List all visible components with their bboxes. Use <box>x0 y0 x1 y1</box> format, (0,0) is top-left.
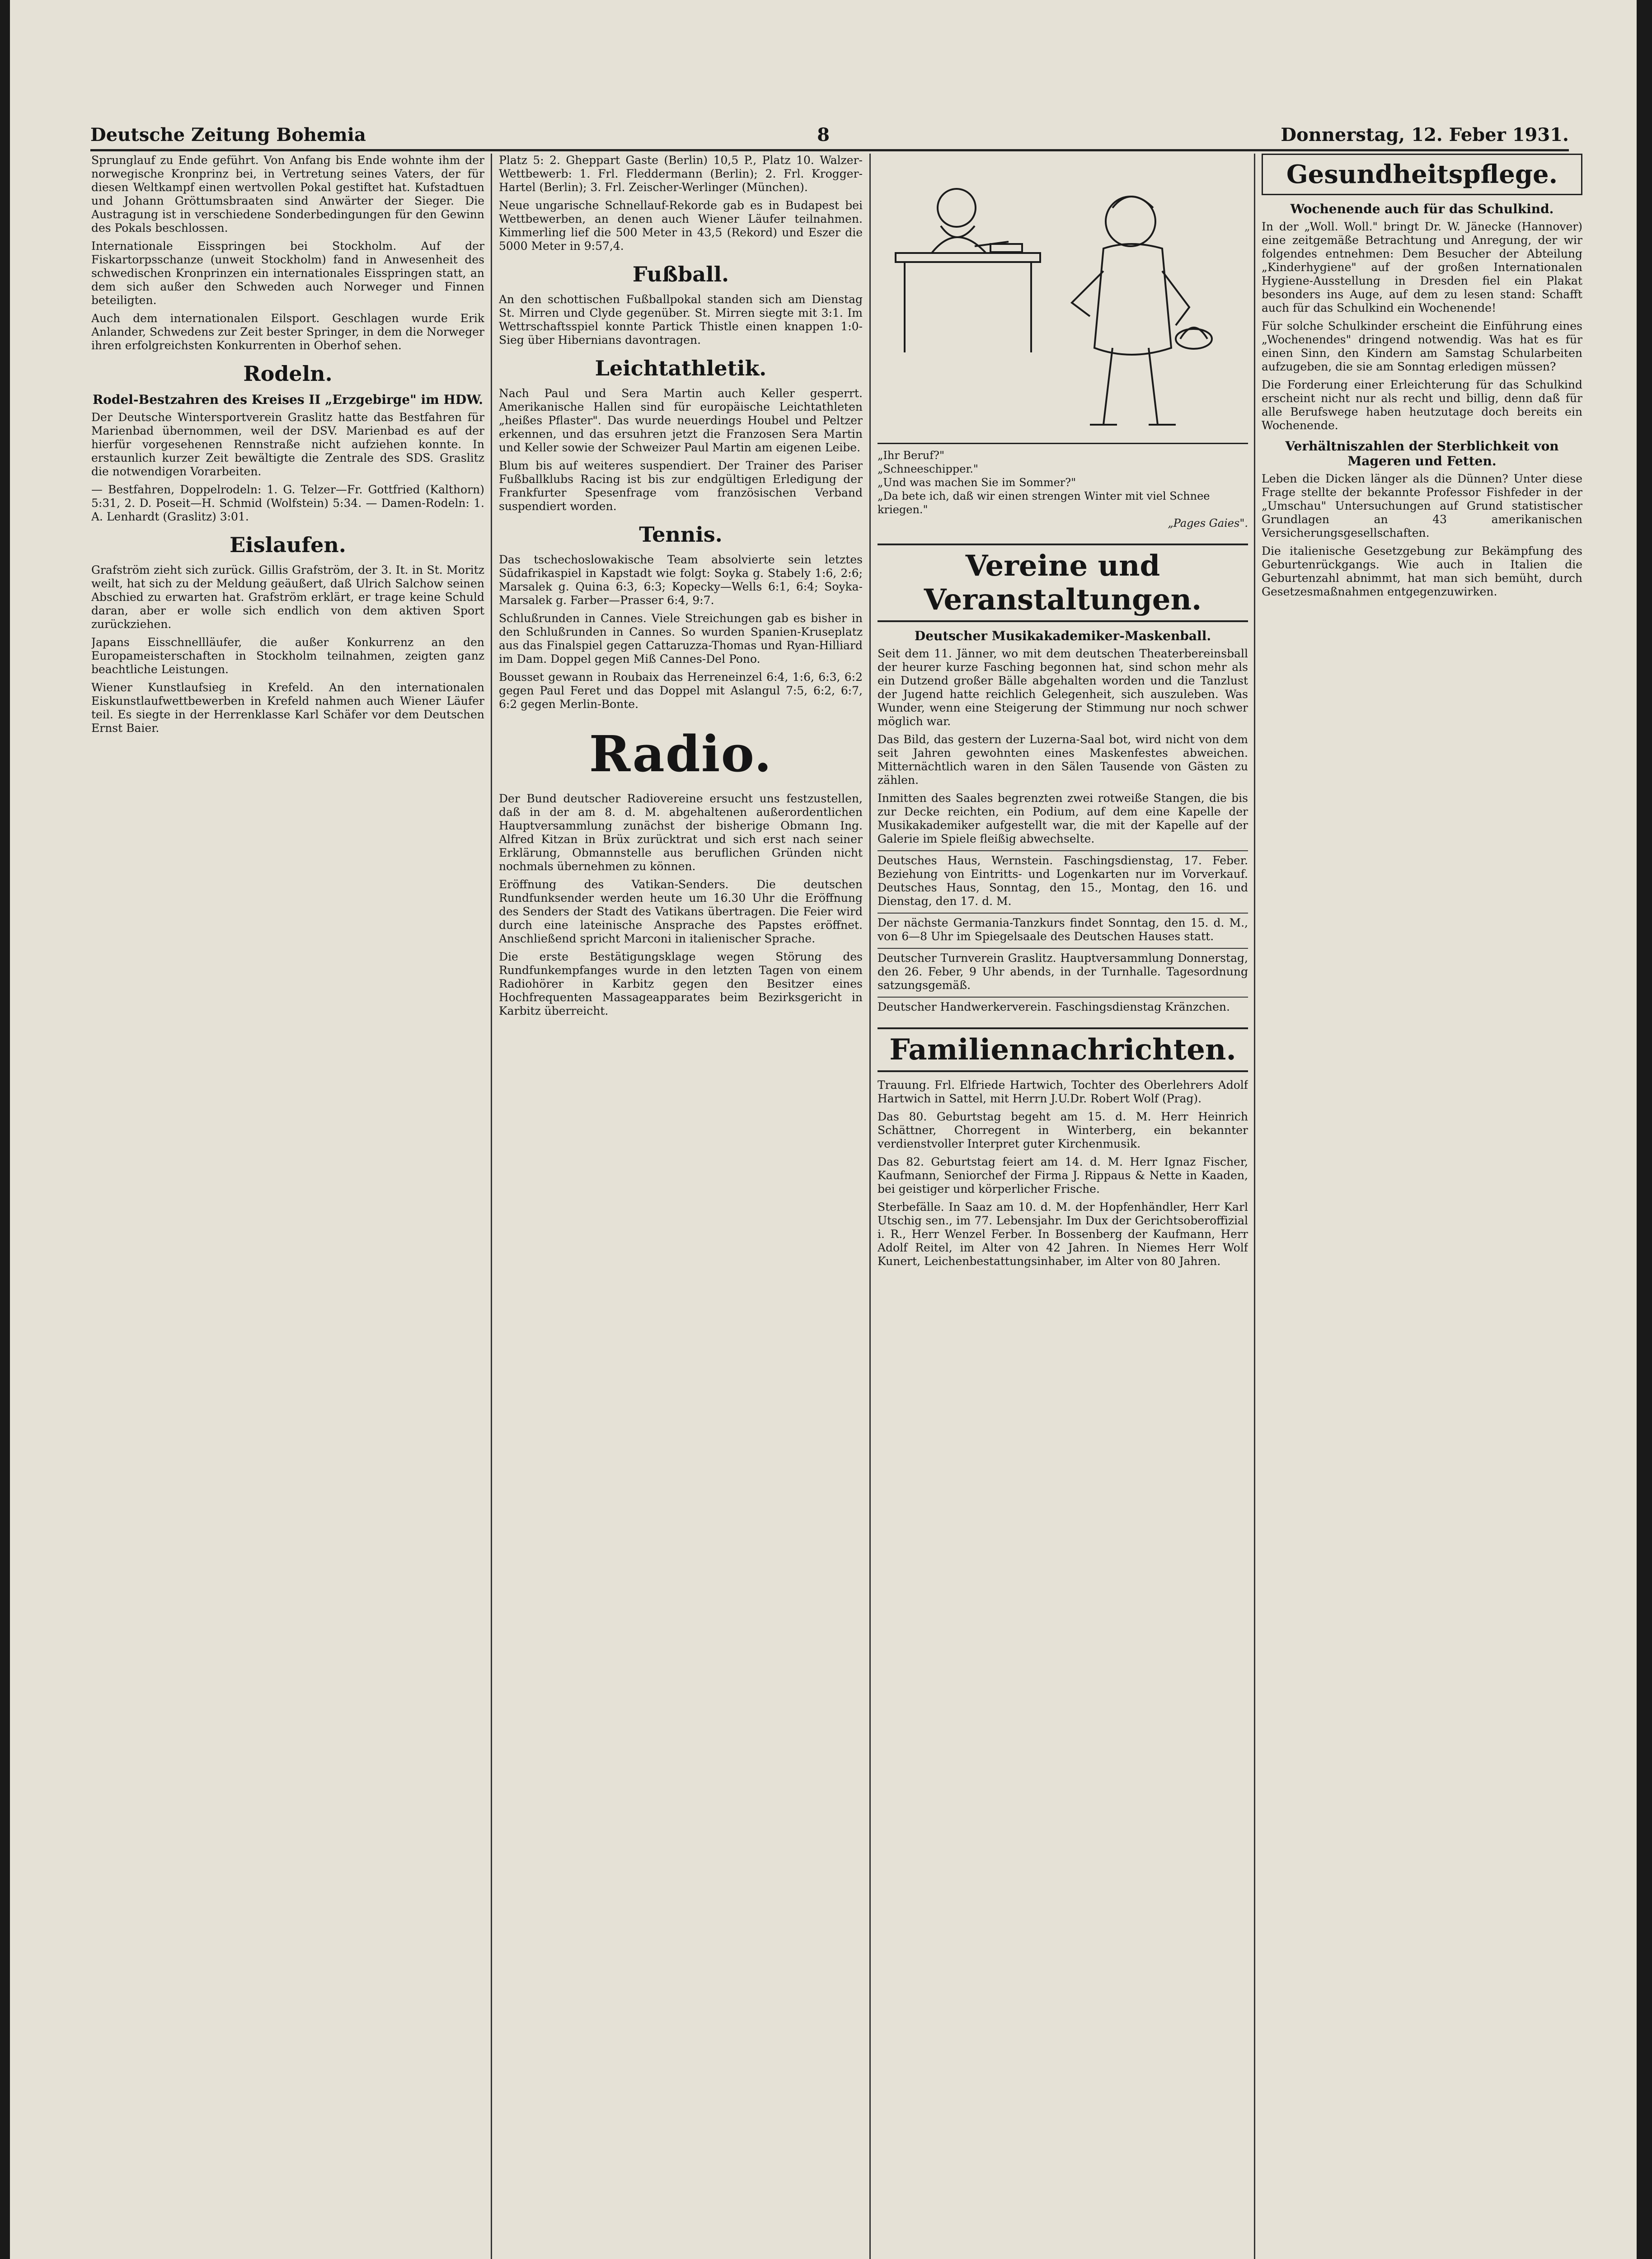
section-heading-eislaufen: Eislaufen. <box>230 533 346 557</box>
article-heading: Rodel-Bestzahren des Kreises II „Erzgebirge" im HDW. <box>92 392 483 407</box>
notice-paragraph: Deutsches Haus, Wernstein. Faschingsdienstag, 17. Feber. Beziehung von Eintritts- und Logenkarten nur im Vorverkauf. Deutsches Haus, Sonntag, den 15., Montag, den 16. und Dienstag, den 17. d. M. <box>878 850 1248 908</box>
article-paragraph: Sprunglauf zu Ende geführt. Von Anfang bis Ende wohnte ihm der norwegische Kronprinz bei, in Vertretung seines Vaters, der für diesen Weltkampf einen wertvollen Pokal gestiftet hat. Kufstadtuen und Johann Gröttumsbraaten sind Anwärter der Sieger. Die Austragung ist in verschiedene Sonderbedingungen für den Gewinn des Pokals beschlossen. <box>91 154 484 234</box>
caption-line: „Ihr Beruf?" <box>878 449 945 462</box>
article-paragraph: Trauung. Frl. Elfriede Hartwich, Tochter des Oberlehrers Adolf Hartwich in Sattel, mit Herrn J.U.Dr. Robert Wolf (Prag). <box>878 1078 1248 1105</box>
article-paragraph: Platz 5: 2. Gheppart Gaste (Berlin) 10,5 P., Platz 10. Walzer-Wettbewerb: 1. Frl. Fleddermann (Berlin); 2. Frl. Krogger-Hartel (Berlin); 3. Frl. Zeischer-Werlinger (München). <box>499 154 863 194</box>
article-paragraph: Eröffnung des Vatikan-Senders. Die deutschen Rundfunksender werden heute um 16.30 Uhr die Eröffnung des Senders der Stadt des Vatikans übertragen. Die Feier wird durch eine lateinische Ansprache des Papstes eröffnet. Anschließend spricht Marconi in italienischer Sprache. <box>499 878 863 945</box>
article-paragraph: Leben die Dicken länger als die Dünnen? Unter diese Frage stellte der bekannte Professor Fishfeder in der „Umschau" Untersuchungen auf Grund statistischer Grundlagen an 43 amerikanischen Versicherungsgesellschaften. <box>1262 472 1582 539</box>
article-paragraph: — Bestfahren, Doppelrodeln: 1. G. Telzer—Fr. Gottfried (Kalthorn) 5:31, 2. D. Poseit—H. Schmid (Wolfstein) 5:34. — Damen-Rodeln: 1. A. Lenhardt (Graslitz) 3:01. <box>91 483 484 523</box>
article-paragraph: Schlußrunden in Cannes. Viele Streichungen gab es bisher in den Schlußrunden in Cannes. So wurden Spanien-Kruseplatz aus das Finalspiel gegen Cattaruzza-Thomas und Ryan-Hilliard im Dam. Doppel gegen Miß Cannes-Del Pono. <box>499 612 863 666</box>
cartoon-credit: „Pages Gaies". <box>1168 517 1248 530</box>
article-paragraph: Internationale Eisspringen bei Stockholm. Auf der Fiskartorpsschanze (unweit Stockholm) fand in Anwesenheit des schwedischen Kronprinzen ein internationales Eisspringen statt, an dem sich außer den Schweden auch Norweger und Finnen beteiligten. <box>91 239 484 307</box>
cartoon-illustration <box>878 154 1248 444</box>
article-heading: Wochenende auch für das Schulkind. <box>1290 202 1554 216</box>
page-number: 8 <box>817 124 830 145</box>
section-heading-gesundheitspflege: Gesundheitspflege. <box>1262 154 1582 195</box>
article-paragraph: Das tschechoslowakische Team absolvierte sein letztes Südafrikaspiel in Kapstadt wie folgt: Soyka g. Stabely 1:6, 2:6; Marsalek g. Quina 6:3, 6:3; Kopecky—Wells 6:1, 6:4; Soyka-Marsalek g. Farber—Prasser 6:4, 9:7. <box>499 553 863 607</box>
article-paragraph: Das 82. Geburtstag feiert am 14. d. M. Herr Ignaz Fischer, Kaufmann, Seniorchef der Firma J. Rippaus & Nette in Kaaden, bei geistiger und körperlicher Frische. <box>878 1155 1248 1195</box>
article-paragraph: In der „Woll. Woll." bringt Dr. W. Jänecke (Hannover) eine zeitgemäße Betrachtung und Anregung, der wir folgendes entnehmen: Dem Besucher der Abteilung „Kinderhygiene" auf der großen Internationalen Hygiene-Ausstellung in Dresden fiel ein Plakat besonders ins Auge, auf dem zu lesen stand: Schafft auch für das Schulkind ein Wochenende! <box>1262 220 1582 314</box>
paper-name: Deutsche Zeitung Bohemia <box>90 124 366 145</box>
article-paragraph: Das 80. Geburtstag begeht am 15. d. M. Herr Heinrich Schättner, Chorregent in Winterberg, ein bekannter verdienstvoller Interpret guter Kirchenmusik. <box>878 1110 1248 1150</box>
cartoon-drawing <box>878 154 1248 443</box>
column-rule <box>491 154 492 2259</box>
article-paragraph: Neue ungarische Schnellauf-Rekorde gab es in Budapest bei Wettbewerben, an denen auch Wiener Läufer teilnahmen. Kimmerling lief die 500 Meter in 43,5 (Rekord) und Eszer die 5000 Meter in 9:57,4. <box>499 199 863 253</box>
section-heading-familie: Familiennachrichten. <box>878 1027 1248 1072</box>
article-paragraph: Nach Paul und Sera Martin auch Keller gesperrt. Amerikanische Hallen sind für europäische Leichtathleten „heißes Pflaster". Das wurde neuerdings Houbel und Peltzer erkennen, und das ersuhren jetzt die Franzosen Sera Martin und Keller sowie der Schweizer Paul Martin am eigenen Leibe. <box>499 387 863 454</box>
article-paragraph: Blum bis auf weiteres suspendiert. Der Trainer des Pariser Fußballklubs Racing ist bis zur endgültigen Erledigung der Frankfurter Spesenfrage vom französischen Verband suspendiert worden. <box>499 459 863 513</box>
article-paragraph: Inmitten des Saales begrenzten zwei rotweiße Stangen, die bis zur Decke reichten, ein Podium, auf dem eine Kapelle der Musikakademiker aufgestellt war, die mit der Kapelle auf der Galerie im Spiele fleißig abwechselte. <box>878 792 1248 845</box>
article-paragraph: Bousset gewann in Roubaix das Herreneinzel 6:4, 1:6, 6:3, 6:2 gegen Paul Feret und das Doppel mit Aslangul 7:5, 6:2, 6:7, 6:2 gegen Merlin-Bonte. <box>499 670 863 711</box>
article-paragraph: An den schottischen Fußballpokal standen sich am Dienstag St. Mirren und Clyde gegenüber. St. Mirren siegte mit 3:1. Im Wettrschaftsspiel konnte Partick Thistle einen knappen 1:0-Sieg über Hibernians davontragen. <box>499 293 863 347</box>
caption-line: „Und was machen Sie im Sommer?" <box>878 476 1076 489</box>
article-paragraph: Auch dem internationalen Eilsport. Geschlagen wurde Erik Anlander, Schwedens zur Zeit bester Springer, in dem die Norweger ihren erfolgreichsten Konkurrenten in Oberhof sehen. <box>91 312 484 352</box>
section-heading-leichtathletik: Leichtathletik. <box>595 356 767 380</box>
column-4 <box>1262 154 1582 2259</box>
article-paragraph: Die erste Bestätigungsklage wegen Störung des Rundfunkempfanges wurde in den letzten Tagen von einem Radiohörer in Karbitz gegen den Besitzer eines Hochfrequenten Massageapparates beim Bezirksgericht in Karbitz überreicht. <box>499 950 863 1017</box>
article-paragraph: Wiener Kunstlaufsieg in Krefeld. An den internationalen Eiskunstlaufwettbewerben in Krefeld nahmen auch Wiener Läufer teil. Es siegte in der Herrenklasse Karl Schäfer vor dem Deutschen Ernst Baier. <box>91 681 484 735</box>
article-heading: Deutscher Musikakademiker-Maskenball. <box>914 628 1211 643</box>
column-1 <box>91 154 484 2259</box>
section-heading-tennis: Tennis. <box>639 522 723 547</box>
column-rule <box>1254 154 1255 2259</box>
masthead <box>90 118 1569 151</box>
caption-line: „Da bete ich, daß wir einen strengen Winter mit viel Schnee kriegen." <box>878 490 1210 516</box>
issue-date: Donnerstag, 12. Feber 1931. <box>1281 124 1569 145</box>
article-paragraph: Die Forderung einer Erleichterung für das Schulkind erscheint nicht nur als recht und billig, denn daß für alle Berufswege haben heutzutage doch bereits ein Wochenende. <box>1262 378 1582 432</box>
article-paragraph: Das Bild, das gestern der Luzerna-Saal bot, wird nicht von dem seit Jahren gewohnten eines Maskenfestes abweichen. Mitternächtlich waren in den Sälen Tausende von Gästen zu zählen. <box>878 733 1248 787</box>
article-paragraph: Sterbefälle. In Saaz am 10. d. M. der Hopfenhändler, Herr Karl Utschig sen., im 77. Lebensjahr. Im Dux der Gerichtsoberoffizial i. R., Herr Wenzel Ferber. In Bossenberg der Kaufmann, Herr Adolf Reitel, im Alter von 42 Jahren. In Niemes Herr Wolf Kunert, Leichenbestattungsinhaber, im Alter von 80 Jahren. <box>878 1200 1248 1268</box>
caption-line: „Schneeschipper." <box>878 463 978 475</box>
column-3 <box>878 154 1248 2259</box>
article-paragraph: Seit dem 11. Jänner, wo mit dem deutschen Theaterbereinsball der heurer kurze Fasching begonnen hat, sind schon mehr als ein Dutzend großer Bälle abgehalten worden und die Tanzlust der Jugend hatte reichlich Gelegenheit, sich auszuleben. Was Wunder, wenn eine Steigerung der Stimmung nur noch schwer möglich war. <box>878 647 1248 728</box>
cartoon-caption <box>878 449 1248 530</box>
column-2 <box>499 154 863 2259</box>
article-paragraph: Grafström zieht sich zurück. Gillis Grafström, der 3. It. in St. Moritz weilt, hat sich zu der Meldung geäußert, daß Ulrich Salchow seinen Abschied zu erwarten hat. Grafström erklärt, er trage keine Schuld daran, aber er wolle sich endlich von dem aktiven Sport zurückziehen. <box>91 563 484 631</box>
notice-paragraph: Deutscher Handwerkerverein. Faschingsdienstag Kränzchen. <box>878 997 1248 1014</box>
article-paragraph: Der Deutsche Wintersportverein Graslitz hatte das Bestfahren für Marienbad übernommen, weil der DSV. Marienbad es auf der hierfür vorgesehenen Rennstraße nicht aufziehen konnte. In erstaunlich kurzer Zeit bewältigte die Zentrale des SDS. Graslitz die notwendigen Vorarbeiten. <box>91 411 484 478</box>
section-heading-rodeln: Rodeln. <box>243 361 333 386</box>
notice-paragraph: Deutscher Turnverein Graslitz. Hauptversammlung Donnerstag, den 26. Feber, 9 Uhr abends, in der Turnhalle. Tagesordnung satzungsgemäß. <box>878 948 1248 992</box>
article-paragraph: Die italienische Gesetzgebung zur Bekämpfung des Geburtenrückgangs. Wie auch in Italien die Geburtenzahl abnimmt, hat man sich bemüht, durch Gesetzesmaßnahmen entgegenzuwirken. <box>1262 544 1582 598</box>
article-heading: Verhältniszahlen der Sterblichkeit von Mageren und Fetten. <box>1285 439 1559 469</box>
section-heading-fussball: Fußball. <box>632 262 729 286</box>
article-paragraph: Japans Eisschnellläufer, die außer Konkurrenz an den Europameisterschaften in Stockholm teilnahmen, zeigten ganz beachtliche Leistungen. <box>91 636 484 676</box>
notice-paragraph: Der nächste Germania-Tanzkurs findet Sonntag, den 15. d. M., von 6—8 Uhr im Spiegelsaale des Deutschen Hauses statt. <box>878 913 1248 943</box>
newspaper-page <box>10 0 1637 2259</box>
section-heading-vereine: Vereine und Veranstaltungen. <box>878 544 1248 622</box>
article-paragraph: Der Bund deutscher Radiovereine ersucht uns festzustellen, daß in der am 8. d. M. abgehaltenen außerordentlichen Hauptversammlung zunächst der bisherige Obmann Ing. Alfred Kitzan in Brüx zurücktrat und sich erst nach seiner Erklärung, Obmannstelle aus beruflichen Gründen nicht nochmals übernehmen zu können. <box>499 792 863 873</box>
article-paragraph: Für solche Schulkinder erscheint die Einführung eines „Wochenendes" dringend notwendig. Was hat es für einen Sinn, den Kindern am Samstag Schularbeiten aufzugeben, die sie am Sonntag erledigen müssen? <box>1262 319 1582 373</box>
column-rule <box>869 154 871 2259</box>
section-heading-radio: Radio. <box>589 725 773 783</box>
